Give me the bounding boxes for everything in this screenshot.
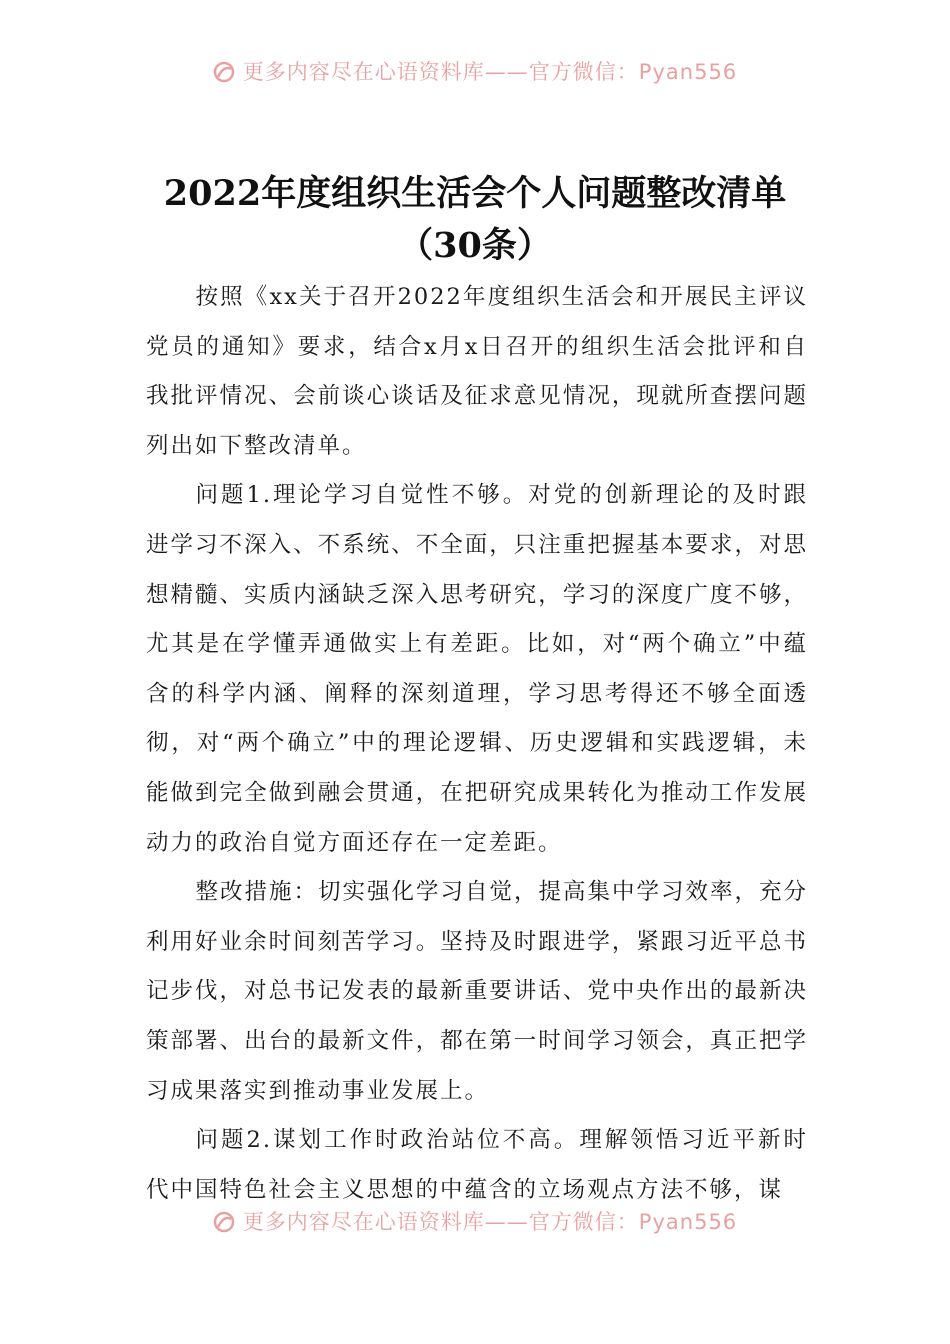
watermark-text: 更多内容尽在心语资料库——官方微信：Pyan556: [242, 1210, 738, 1234]
measure-1-paragraph: 整改措施：切实强化学习自觉，提高集中学习效率，充分利用好业余时间刻苦学习。坚持及时跟进学，紧跟习近平总书记步伐，对总书记发表的最新重要讲话、党中央作出的最新决策部署、出台的最新文件，都在第一时间学习领会，真正把学习成果落实到推动事业发展上。: [146, 879, 809, 1104]
watermark-text: 更多内容尽在心语资料库——官方微信：Pyan556: [242, 60, 738, 84]
document-title: 2022年度组织生活会个人问题整改清单: [163, 173, 787, 214]
document-body: [146, 273, 808, 1215]
brand-logo-icon: [213, 1211, 235, 1233]
problem-1-paragraph: 问题1.理论学习自觉性不够。对党的创新理论的及时跟进学习不深入、不系统、不全面，只注重把握基本要求，对思想精髓、实质内涵缺乏深入思考研究，学习的深度广度不够，尤其是在学懂弄通做实上有差距。比如，对“两个确立”中蕴含的科学内涵、阐释的深刻道理，学习思考得还不够全面透彻，对“两个确立”中的理论逻辑、历史逻辑和实践逻辑，未能做到完全做到融会贯通，在把研究成果转化为推动工作发展动力的政治自觉方面还存在一定差距。: [146, 482, 808, 856]
watermark-header: [0, 56, 950, 86]
brand-logo-icon: [213, 61, 235, 83]
intro-paragraph: 按照《xx关于召开2022年度组织生活会和开展民主评议党员的通知》要求，结合x月x日召开的组织生活会批评和自我批评情况、会前谈心谈话及征求意见情况，现就所查摆问题列出如下整改清单。: [146, 284, 808, 459]
watermark-footer: [0, 1206, 950, 1236]
problem-2-paragraph: 问题2.谋划工作时政治站位不高。理解领悟习近平新时代中国特色社会主义思想的中蕴含的立场观点方法不够，谋: [146, 1127, 808, 1203]
document-subtitle: （30条）: [398, 225, 552, 266]
